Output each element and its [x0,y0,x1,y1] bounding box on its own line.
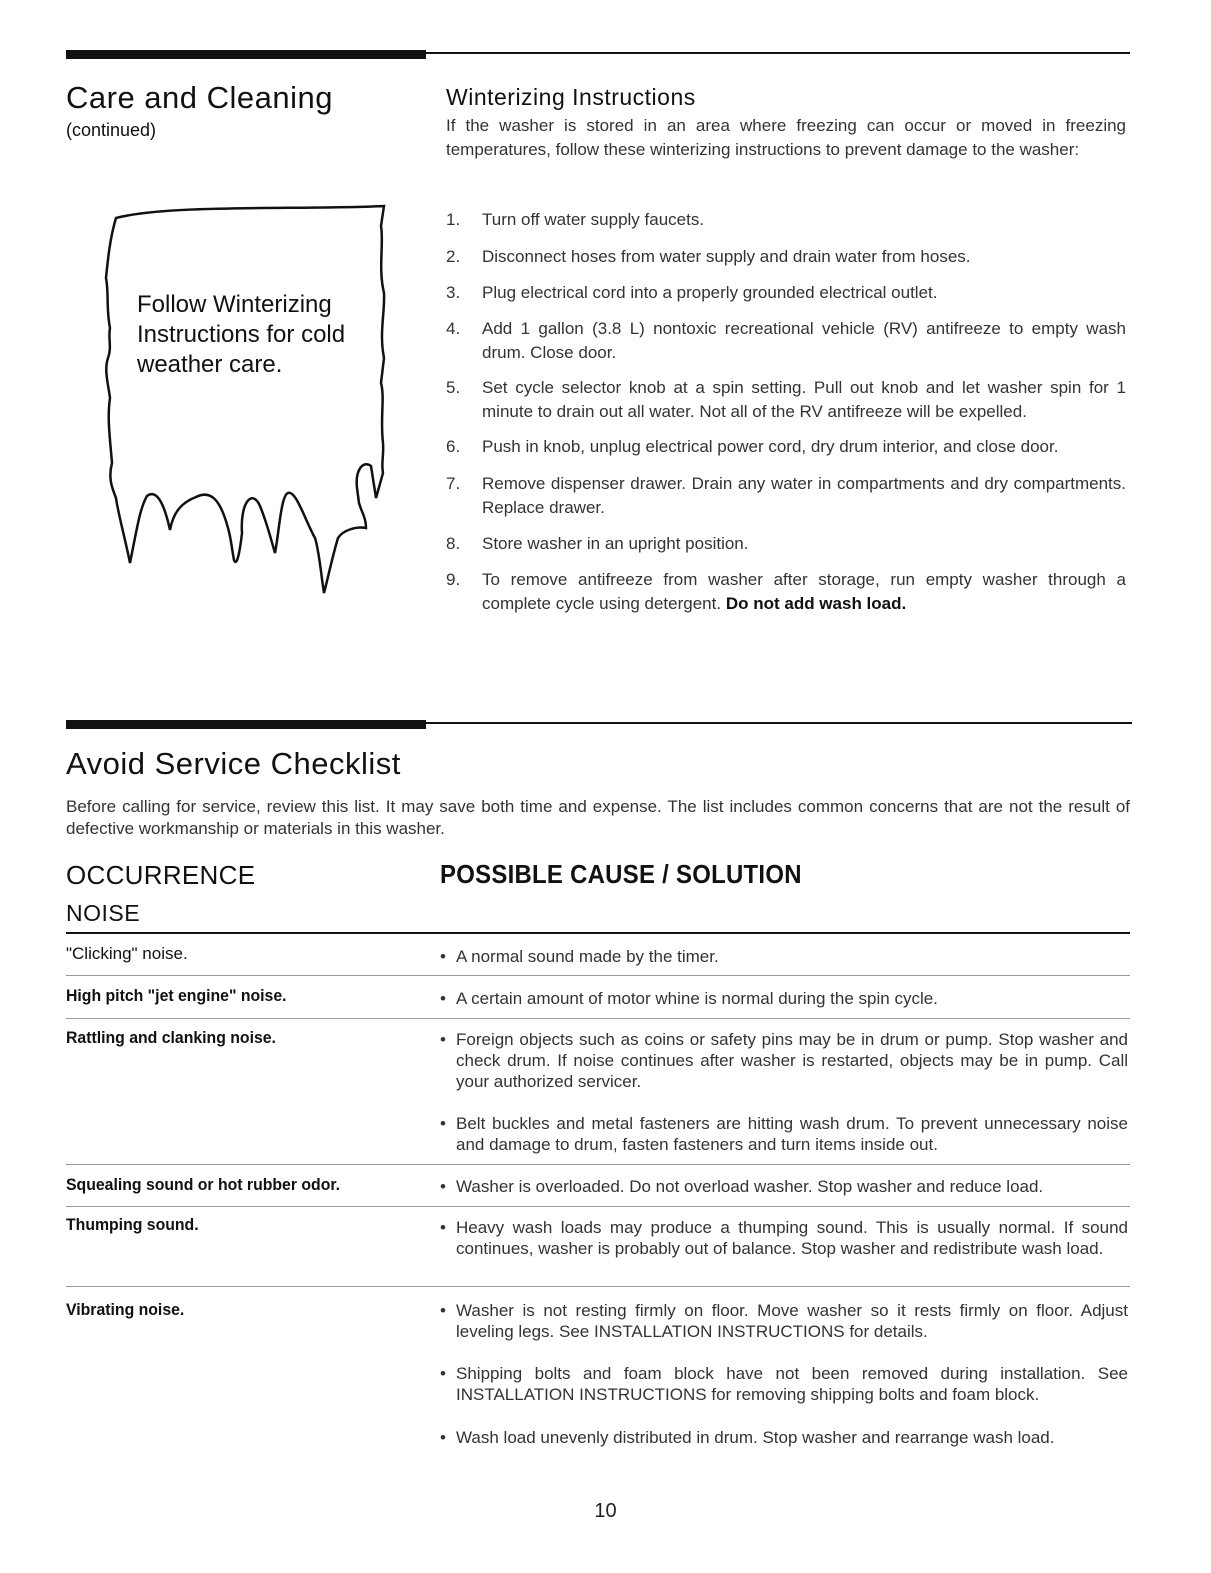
solution-text: Wash load unevenly distributed in drum. Stop washer and rearrange wash load. [456,1428,1055,1447]
winterizing-step-1 [446,208,1126,232]
care-subtitle: (continued) [66,120,157,140]
winterizing-title: Winterizing Instructions [446,84,696,110]
step-text: Set cycle selector knob at a spin setting. Pull out knob and let washer spin for 1 minute to drain out all water. Not all of the RV antifreeze will be expelled. [482,378,1126,421]
section-bar-thick-top [66,50,426,59]
step-number: 3. [446,283,461,302]
winterizing-step-3 [446,281,1126,305]
row-divider [66,975,1130,976]
step-text: Store washer in an upright position. [482,534,749,553]
bullet-icon: • [440,1428,446,1447]
step-number: 4. [446,319,461,338]
care-title: Care and Cleaning [66,80,334,115]
column-header-occurrence: OCCURRENCE [66,860,256,890]
solution-item [440,1176,1128,1197]
solution-text: Shipping bolts and foam block have not been removed during installation. See INSTALLATION INSTRUCTIONS for removing shipping bolts and foam block. [456,1364,1128,1404]
winterizing-step-5 [446,376,1126,424]
solution-item [440,1217,1128,1259]
occurrence-squealing: Squealing sound or hot rubber odor. [66,1175,341,1194]
bullet-icon: • [440,989,446,1008]
step-number: 9. [446,570,461,589]
solution-text: A certain amount of motor whine is normal during the spin cycle. [456,989,938,1008]
solution-text: A normal sound made by the timer. [456,947,719,966]
step-number: 7. [446,474,461,493]
callout-text: Follow Winterizing Instructions for cold weather care. [137,291,346,378]
solution-item [440,1113,1128,1155]
bullet-icon: • [440,947,446,966]
category-noise: NOISE [66,900,141,926]
row-divider [66,1164,1130,1165]
category-divider [66,932,1130,934]
bullet-icon: • [440,1030,446,1049]
solution-item [440,1300,1128,1342]
section-bar-thin-top [426,52,1130,54]
winterizing-step-8 [446,532,1126,556]
winterizing-step-9 [446,568,1126,616]
solution-text: Washer is not resting firmly on floor. Move washer so it rests firmly on floor. Adjust leveling legs. See INSTALLATION INSTRUCTIONS for details. [456,1301,1128,1341]
step-text: Remove dispenser drawer. Drain any water in compartments and dry compartments. Replace drawer. [482,474,1126,517]
row-divider [66,1286,1130,1287]
solution-text: Heavy wash loads may produce a thumping sound. This is usually normal. If sound continues, washer is probably out of balance. Stop washer and redistribute wash load. [456,1218,1128,1258]
step-text-bold: Do not add wash load. [725,594,907,613]
step-text: Push in knob, unplug electrical power cord, dry drum interior, and close door. [482,437,1059,456]
bullet-icon: • [440,1114,446,1133]
occurrence-rattling: Rattling and clanking noise. [66,1028,276,1047]
solution-item [440,1427,1128,1448]
step-text: Disconnect hoses from water supply and drain water from hoses. [482,247,971,266]
page-number: 10 [594,1500,617,1522]
step-number: 8. [446,534,461,553]
step-number: 2. [446,247,461,266]
step-text [482,568,1126,616]
solution-text: Foreign objects such as coins or safety pins may be in drum or pump. Stop washer and check drum. If noise continues after washer is restarted, objects may be in pump. Call your authorized servicer. [456,1030,1128,1091]
step-text: Turn off water supply faucets. [482,210,705,229]
step-text-main: To remove antifreeze from washer after storage, run empty washer through a complete cycle using detergent. [482,570,1126,613]
solution-item [440,946,1128,967]
section-bar-thick-checklist [66,720,426,729]
step-text: Plug electrical cord into a properly grounded electrical outlet. [482,283,938,302]
solution-item [440,988,1128,1009]
checklist-intro: Before calling for service, review this list. It may save both time and expense. The list includes common concerns that are not the result of defective workmanship or materials in this washer. [66,797,1130,838]
solution-item [440,1029,1128,1092]
occurrence-thumping: Thumping sound. [66,1215,199,1234]
bullet-icon: • [440,1301,446,1320]
winterizing-step-4 [446,317,1126,365]
step-text: Add 1 gallon (3.8 L) nontoxic recreational vehicle (RV) antifreeze to empty wash drum. Close door. [482,319,1126,362]
section-bar-thin-checklist [426,722,1132,724]
bullet-icon: • [440,1177,446,1196]
column-header-solution: POSSIBLE CAUSE / SOLUTION [440,859,802,889]
occurrence-clicking: "Clicking" noise. [66,944,188,963]
step-number: 5. [446,378,461,397]
step-number: 1. [446,210,461,229]
solution-text: Belt buckles and metal fasteners are hitting wash drum. To prevent unnecessary noise and damage to drum, fasten fasteners and turn items inside out. [456,1114,1128,1154]
winterizing-step-2 [446,245,1126,269]
step-number: 6. [446,437,461,456]
winterizing-step-7 [446,472,1126,520]
bullet-icon: • [440,1218,446,1237]
solution-text: Washer is overloaded. Do not overload washer. Stop washer and reduce load. [456,1177,1044,1196]
winterizing-intro: If the washer is stored in an area where freezing can occur or moved in freezing temperatures, follow these winterizing instructions to prevent damage to the washer: [446,116,1126,159]
occurrence-jet-engine: High pitch "jet engine" noise. [66,986,287,1005]
row-divider [66,1018,1130,1019]
occurrence-vibrating: Vibrating noise. [66,1300,185,1319]
solution-item [440,1363,1128,1405]
winterizing-step-6 [446,435,1126,459]
checklist-title: Avoid Service Checklist [66,746,401,781]
row-divider [66,1206,1130,1207]
bullet-icon: • [440,1364,446,1383]
icicle-callout-icon [100,198,400,598]
